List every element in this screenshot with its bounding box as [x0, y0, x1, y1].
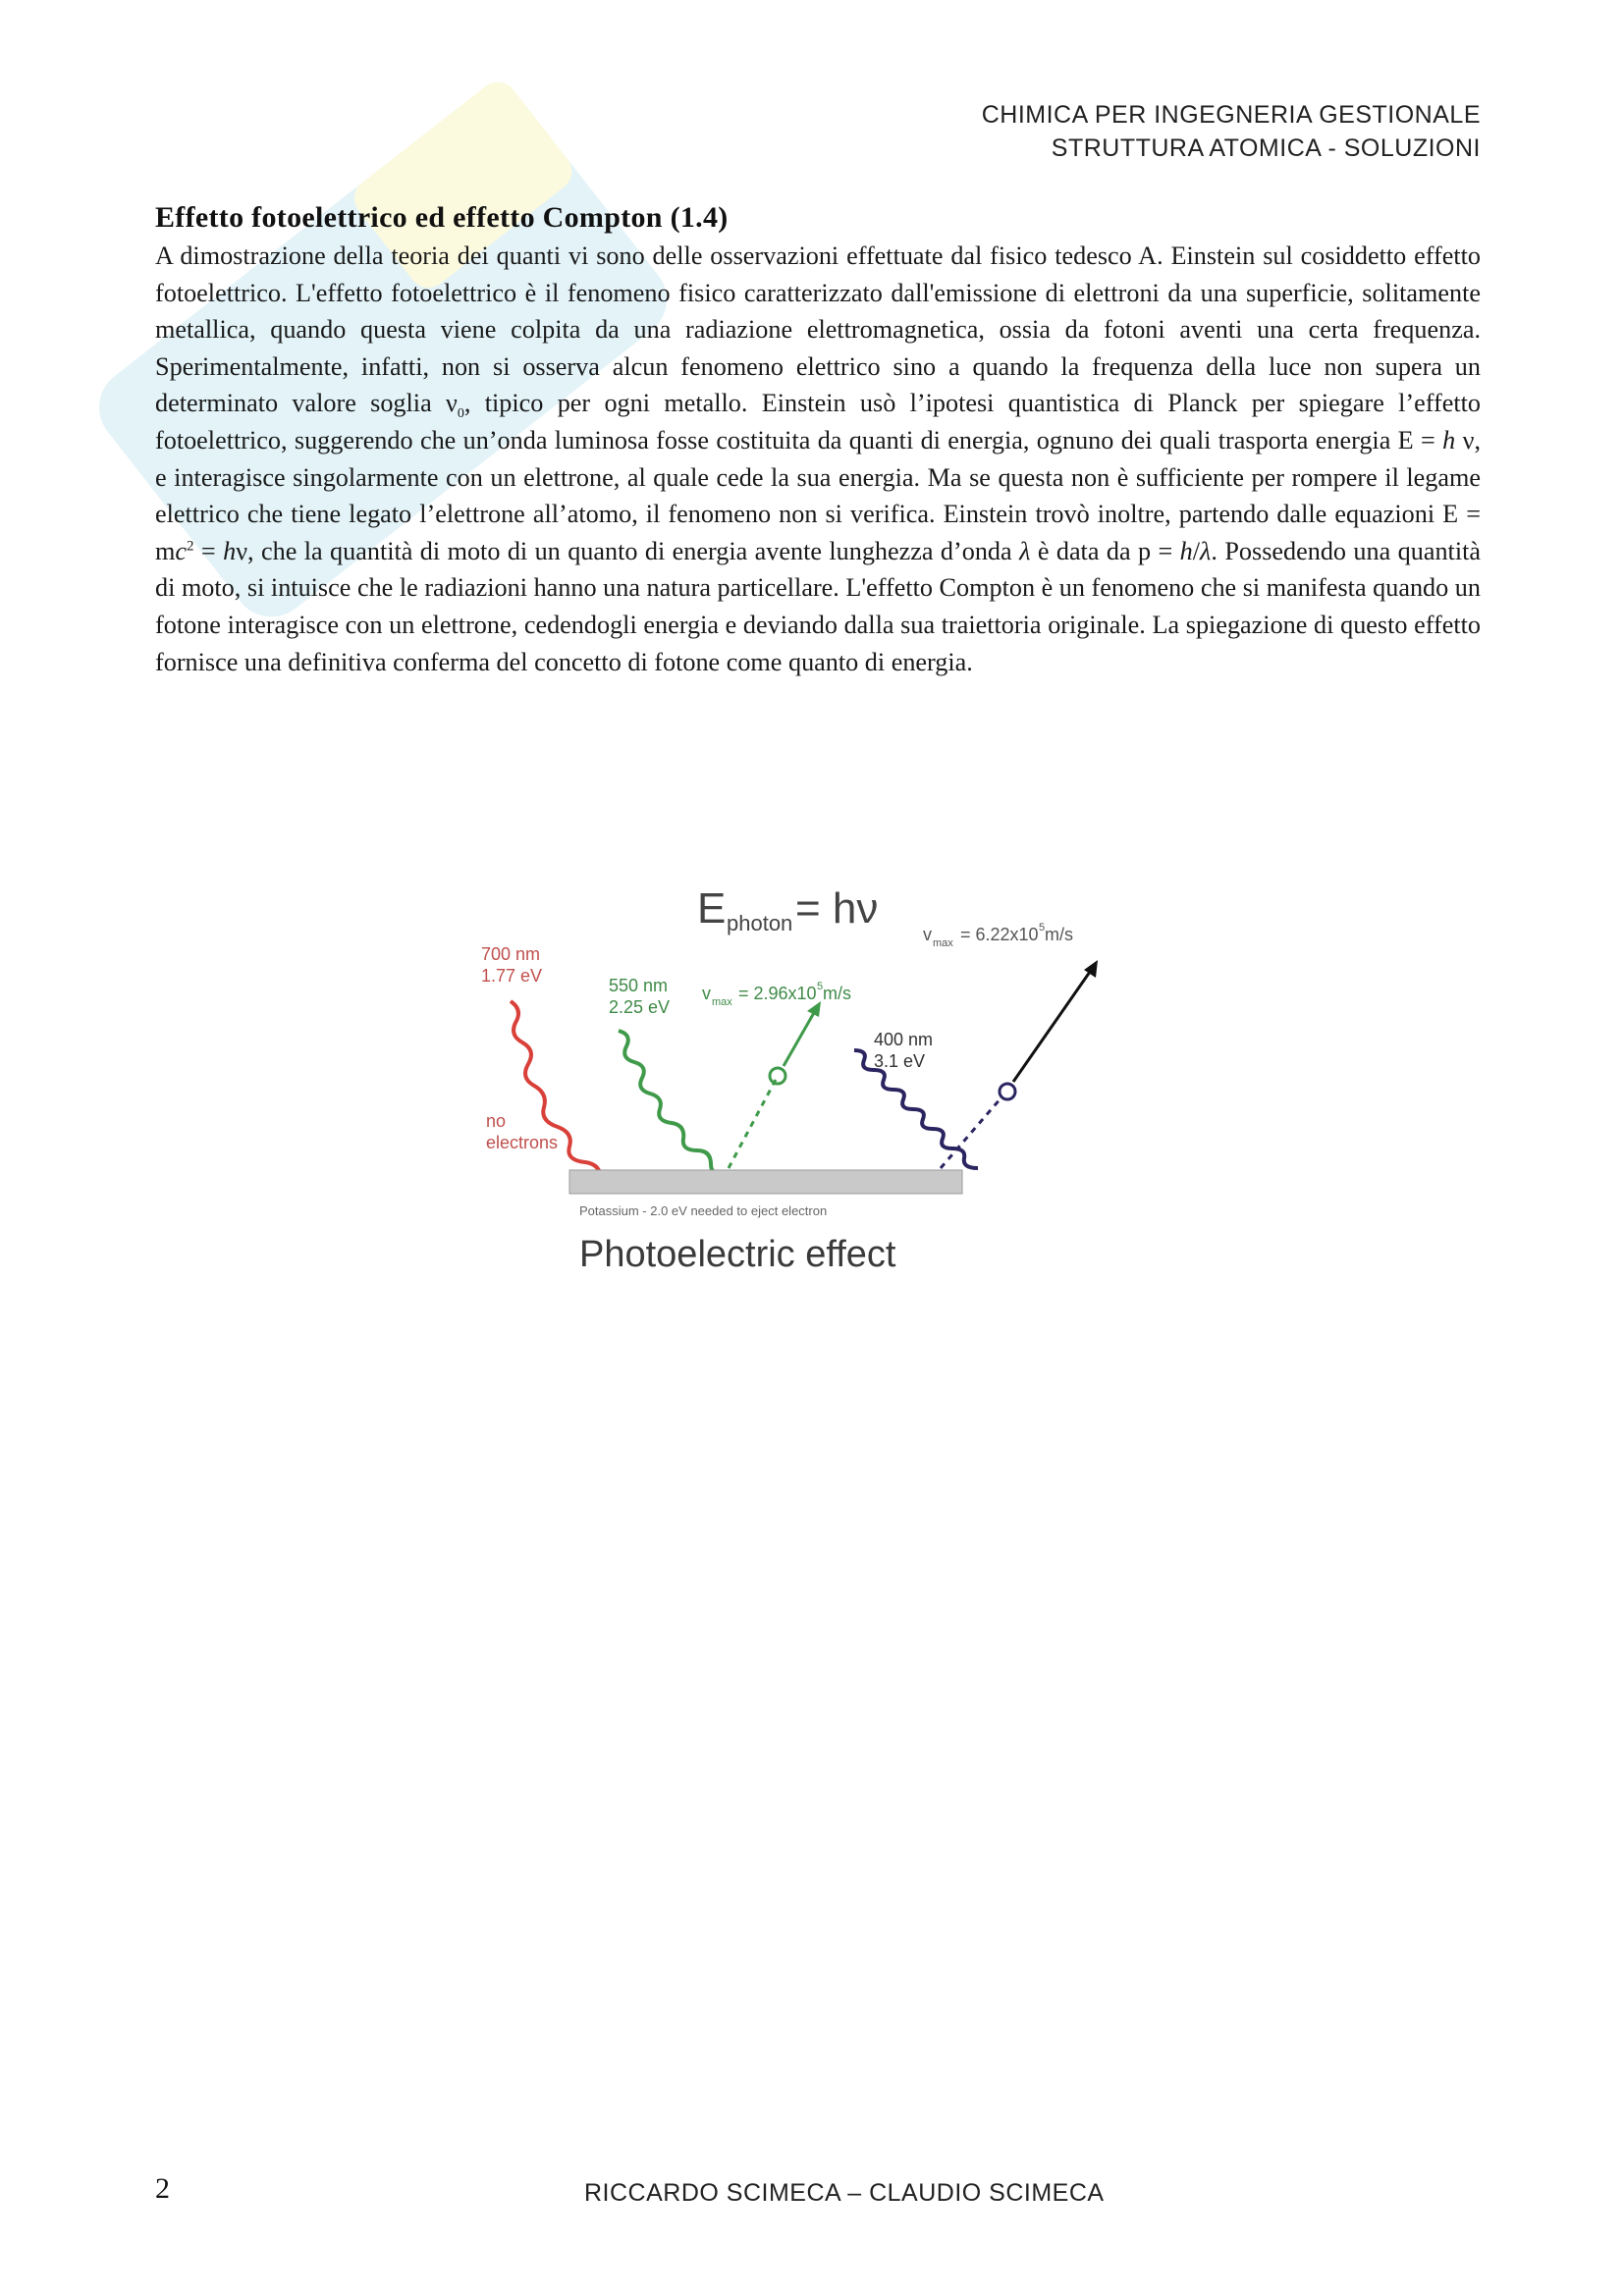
- green-vmax-label: v: [702, 984, 711, 1003]
- violet-vmax-sub: max: [933, 937, 953, 949]
- violet-velocity-arrow: [1013, 972, 1090, 1082]
- green-wavelength: 550 nm: [609, 976, 669, 995]
- green-photon-wave: [619, 1031, 727, 1176]
- violet-vmax-exp: 5: [1039, 922, 1046, 934]
- figure-title: Photoelectric effect: [579, 1234, 896, 1275]
- violet-wavelength: 400 nm: [874, 1030, 934, 1049]
- footer-authors: RICCARDO SCIMECA – CLAUDIO SCIMECA: [584, 2179, 1105, 2207]
- violet-vmax-unit: m/s: [1045, 925, 1073, 944]
- potassium-surface: [569, 1170, 962, 1194]
- header-course: CHIMICA PER INGEGNERIA GESTIONALE: [981, 101, 1481, 129]
- violet-vmax-label: v: [923, 925, 932, 944]
- section-title: Effetto fotoelettrico ed effetto Compton (1.4): [155, 201, 729, 234]
- surface-caption: Potassium - 2.0 eV needed to eject electron: [579, 1203, 828, 1218]
- green-energy: 2.25 eV: [609, 997, 671, 1017]
- red-energy: 1.77 eV: [481, 966, 543, 986]
- green-vmax-sub: max: [712, 996, 732, 1008]
- green-vmax-value: = 2.96x10: [738, 984, 817, 1003]
- photoelectric-figure: [471, 844, 1149, 1291]
- formula-rhs: = hν: [795, 884, 879, 933]
- red-photon-wave: [511, 1001, 601, 1180]
- body-paragraph: A dimostrazione della teoria dei quanti vi sono delle osservazioni effettuate dal fisico tedesco A. Einstein sul cosiddetto effetto fotoelettrico. L'effetto fotoelettrico è il fenomeno fisico caratterizzato dall'emissione di elettroni da una superficie, solitamente metallica, quando questa viene colpita da una radiazione elettromagnetica, ossia da fotoni aventi una certa frequenza. Sperimentalmente, infatti, non si osserva alcun fenomeno elettrico sino a quando la frequenza della luce non supera un determinato valore soglia $\nu_0$, tipico per ogni metallo. Einstein usò l’ipotesi quantistica di Planck per spiegare l’effetto fotoelettrico, suggerendo che un’onda luminosa fosse costituita da quanti di energia, ognuno dei quali trasporta energia E = h ν, e interagisce singolarmente con un elettrone, al quale cede la sua energia. Ma se questa non è sufficiente per rompere il legame elettrico che tiene legato l’elettrone all’atomo, il fenomeno non si verifica. Einstein trovò inoltre, partendo dalle equazioni $E = mc^2 = h\nu$, che la quantità di moto di un quanto di energia avente lunghezza d’onda λ è data da p = h/λ. Possedendo una quantità di moto, si intuisce che le radiazioni hanno una natura particellare. L'effetto Compton è un fenomeno che si manifesta quando un fotone interagisce con un elettrone, cedendogli energia e deviando dalla sua traiettoria originale. La spiegazione di questo effetto fornisce una definitiva conferma del concetto di fotone come quanto di energia.: [155, 241, 1481, 676]
- photoelectric-diagram: [471, 844, 1149, 1291]
- green-electron: [770, 1068, 785, 1084]
- green-electron-path: [729, 1080, 776, 1168]
- page-number: 2: [155, 2172, 170, 2205]
- violet-electron: [1000, 1084, 1015, 1099]
- formula-main: E: [697, 884, 727, 933]
- no-electrons-label-2: electrons: [486, 1133, 559, 1152]
- no-electrons-label-1: no: [486, 1111, 507, 1131]
- green-vmax-exp: 5: [817, 981, 824, 992]
- green-vmax-unit: m/s: [823, 984, 851, 1003]
- green-velocity-arrow: [784, 1011, 815, 1066]
- violet-energy: 3.1 eV: [874, 1051, 926, 1071]
- red-wavelength: 700 nm: [481, 944, 541, 964]
- violet-vmax-value: = 6.22x10: [960, 925, 1039, 944]
- header-chapter: STRUTTURA ATOMICA - SOLUZIONI: [1051, 134, 1481, 162]
- formula-sub: photon: [727, 911, 793, 935]
- violet-electron-path: [941, 1097, 1001, 1168]
- running-header: [982, 98, 1481, 165]
